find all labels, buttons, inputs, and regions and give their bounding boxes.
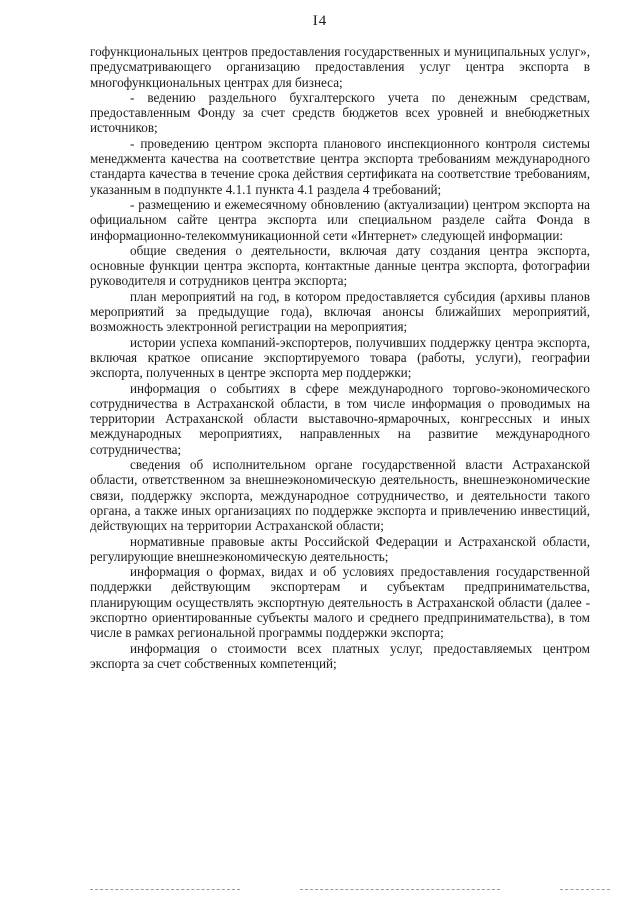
paragraph-legal-acts: нормативные правовые акты Российской Федерации и Астраханской области, регулирующие внешнеэкономическую деятельность; [90, 533, 590, 564]
paragraph-continuation: гофункциональных центров предоставления государственных и муниципальных услуг», предусматривающего организацию предоставления услуг центра экспорта в многофункциональных центрах для бизнеса; [90, 44, 590, 90]
page-number: I4 [312, 13, 328, 29]
paragraph-paid-services: информация о стоимости всех платных услуг, предоставляемых центром экспорта за счет собственных компетенций; [90, 640, 590, 671]
paragraph-event-plan: план мероприятий на год, в котором предоставляется субсидия (архивы планов мероприятий за предыдущие года), включая анонсы ближайших мероприятий, возможность электронной регистрации на мероприятия; [90, 288, 590, 335]
paragraph-international-events: информация о событиях в сфере международного торгово-экономического сотрудничества в Астраханской области, в том числе информация о проводимых на территории Астраханской области выставочно-ярмарочных, конгрессных и иных международных мероприятиях, направленных на развитие международного сотрудничества; [90, 380, 590, 457]
paragraph-success-stories: истории успеха компаний-экспортеров, получивших поддержку центра экспорта, включая краткое описание экспортируемого товара (работы, услуги), географии экспорта, полученных в центре экспорта мер поддержки; [90, 334, 590, 381]
paragraph-separate-accounting: - ведению раздельного бухгалтерского учета по денежным средствам, предоставленным Фонду за счет средств бюджетов всех уровней и внебюджетных источников; [90, 89, 590, 136]
scan-rule-middle [300, 889, 500, 890]
scan-rule-left [90, 889, 240, 890]
paragraph-website-publication: - размещению и ежемесячному обновлению (актуализации) центром экспорта на официальном сайте центра экспорта или специальном разделе сайта Фонда в информационно-телекоммуникационной сети «Интернет» следующей информации: [90, 196, 590, 243]
scan-rule-right [560, 889, 610, 890]
document-body [90, 44, 590, 671]
paragraph-general-info: общие сведения о деятельности, включая дату создания центра экспорта, основные функции центра экспорта, контактные данные центра экспорта, фотографии руководителя и сотрудников центра экспорта; [90, 242, 590, 289]
paragraph-executive-body: сведения об исполнительном органе государственной власти Астраханской области, ответственном за внешнеэкономическую деятельность, внешнеэкономические связи, поддержку экспорта, международное сотрудничество, и деятельности такого органа, а также иных организациях по поддержке экспорта и привлечению инвестиций, действующих на территории Астраханской области; [90, 457, 590, 534]
paragraph-state-support: информация о формах, видах и об условиях предоставления государственной поддержки действующим экспортерам и субъектам предпринимательства, планирующим осуществлять экспортную деятельность в Астраханской области (далее - экспортно ориентированные субъекты малого и среднего предпринимательства), в том числе в рамках региональной программы поддержки экспорта; [90, 564, 590, 641]
paragraph-inspection-control: - проведению центром экспорта планового инспекционного контроля системы менеджмента качества на соответствие центра экспорта требованиям международного стандарта качества в течение срока действия сертификата на соответствие требованиям, указанным в подпункте 4.1.1 пункта 4.1 раздела 4 требований; [90, 135, 590, 197]
